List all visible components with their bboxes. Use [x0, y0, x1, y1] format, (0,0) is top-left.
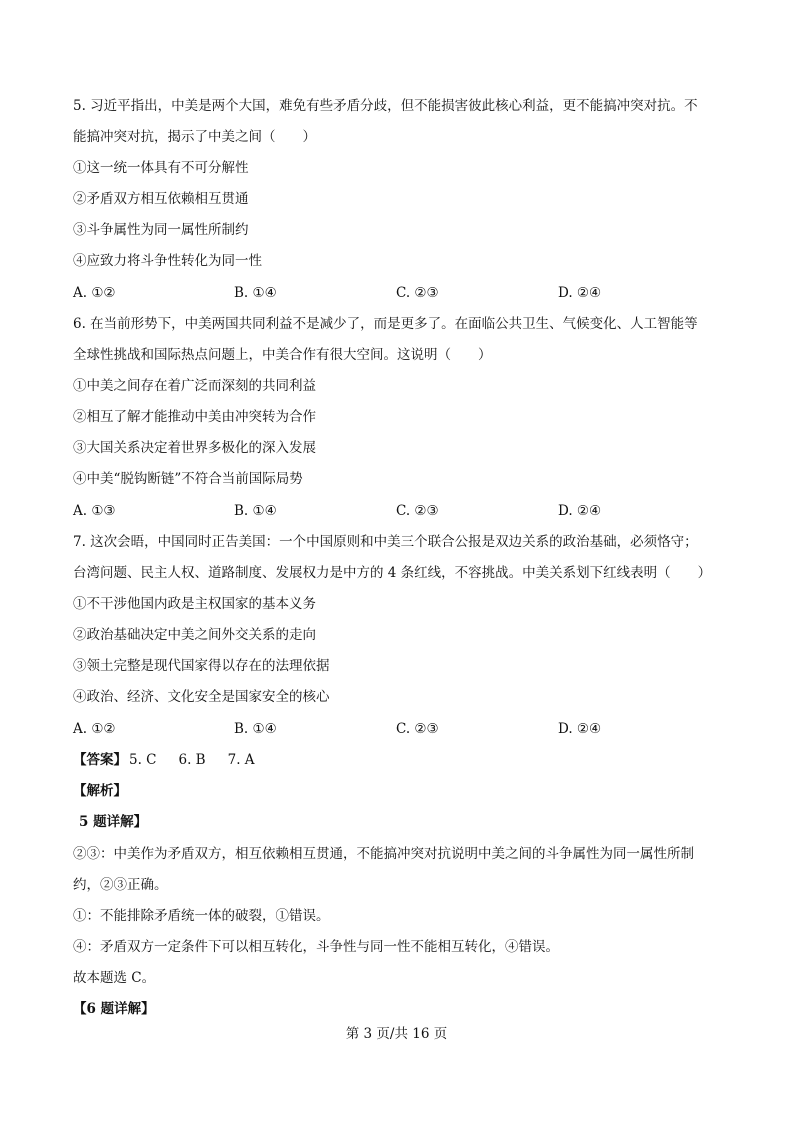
q7-item-3: ③领土完整是现代国家得以存在的法理依据: [73, 658, 330, 674]
q6-analysis-heading: 【6 题详解】: [73, 1001, 155, 1017]
q6-stem-line2: 全球性挑战和国际热点问题上，中美合作有很大空间。这说明（ ）: [73, 347, 492, 363]
q6-item-2: ②相互了解才能推动中美由冲突转为合作: [73, 409, 316, 425]
q7-item-4: ④政治、经济、文化安全是国家安全的核心: [73, 689, 330, 705]
q5-item-2: ②矛盾双方相互依赖相互贯通: [73, 191, 249, 207]
q5-options: [73, 284, 723, 302]
q7-option-b: B. ①④: [234, 721, 277, 737]
q6-option-a: A. ①③: [73, 503, 116, 519]
q5-analysis-line5: 故本题选 C。: [73, 970, 156, 986]
q5-option-a: A. ①②: [73, 285, 116, 301]
q5-option-b: B. ①④: [234, 285, 277, 301]
q6-option-d: D. ②④: [558, 503, 602, 519]
q6-stem-line1: 6. 在当前形势下，中美两国共同利益不是减少了，而是更多了。在面临公共卫生、气候变化、人工智能等: [73, 316, 698, 332]
answer-q7: 7. A: [227, 752, 255, 768]
q6-item-3: ③大国关系决定着世界多极化的深入发展: [73, 440, 316, 456]
q5-item-3: ③斗争属性为同一属性所制约: [73, 222, 249, 238]
q5-analysis-line3: ①：不能排除矛盾统一体的破裂，①错误。: [73, 908, 330, 924]
answer-q5: 5. C: [129, 752, 157, 768]
q5-analysis-line4: ④：矛盾双方一定条件下可以相互转化，斗争性与同一性不能相互转化，④错误。: [73, 939, 559, 955]
answer-label: 【答案】: [73, 752, 127, 768]
analysis-label: 【解析】: [73, 783, 127, 799]
q5-analysis-line1: ②③：中美作为矛盾双方，相互依赖相互贯通，不能搞冲突对抗说明中美之间的斗争属性为同一属性所制: [73, 846, 694, 862]
q6-option-b: B. ①④: [234, 503, 277, 519]
q7-item-1: ①不干涉他国内政是主权国家的基本义务: [73, 596, 316, 612]
page-footer: 第 3 页/共 16 页: [345, 1026, 448, 1042]
q7-item-2: ②政治基础决定中美之间外交关系的走向: [73, 627, 316, 643]
q6-option-c: C. ②③: [396, 503, 439, 519]
q7-option-a: A. ①②: [73, 721, 116, 737]
q5-stem-line1: 5. 习近平指出，中美是两个大国，难免有些矛盾分歧，但不能损害彼此核心利益，更不能搞冲突对抗。不: [73, 98, 698, 114]
q7-options: [73, 720, 723, 738]
q5-analysis-line2: 约，②③正确。: [73, 877, 168, 893]
q6-item-1: ①中美之间存在着广泛而深刻的共同利益: [73, 378, 316, 394]
q6-options: [73, 502, 723, 520]
q7-option-d: D. ②④: [558, 721, 602, 737]
q5-stem-line2: 能搞冲突对抗，揭示了中美之间（ ）: [73, 129, 316, 145]
q5-item-1: ①这一统一体具有不可分解性: [73, 160, 249, 176]
q5-analysis-heading: 5 题详解】: [79, 814, 148, 830]
answer-line: [73, 751, 723, 769]
q5-item-4: ④应致力将斗争性转化为同一性: [73, 253, 262, 269]
q5-option-d: D. ②④: [558, 285, 602, 301]
q7-stem-line2: 台湾问题、民主人权、道路制度、发展权力是中方的 4 条红线，不容挑战。中美关系划下红线表明（ ）: [73, 565, 712, 581]
answer-q6: 6. B: [178, 752, 206, 768]
q6-item-4: ④中美“脱钩断链”不符合当前国际局势: [73, 471, 303, 487]
q7-stem-line1: 7. 这次会晤，中国同时正告美国：一个中国原则和中美三个联合公报是双边关系的政治基础，必须恪守；: [73, 534, 698, 550]
q7-option-c: C. ②③: [396, 721, 439, 737]
q5-option-c: C. ②③: [396, 285, 439, 301]
